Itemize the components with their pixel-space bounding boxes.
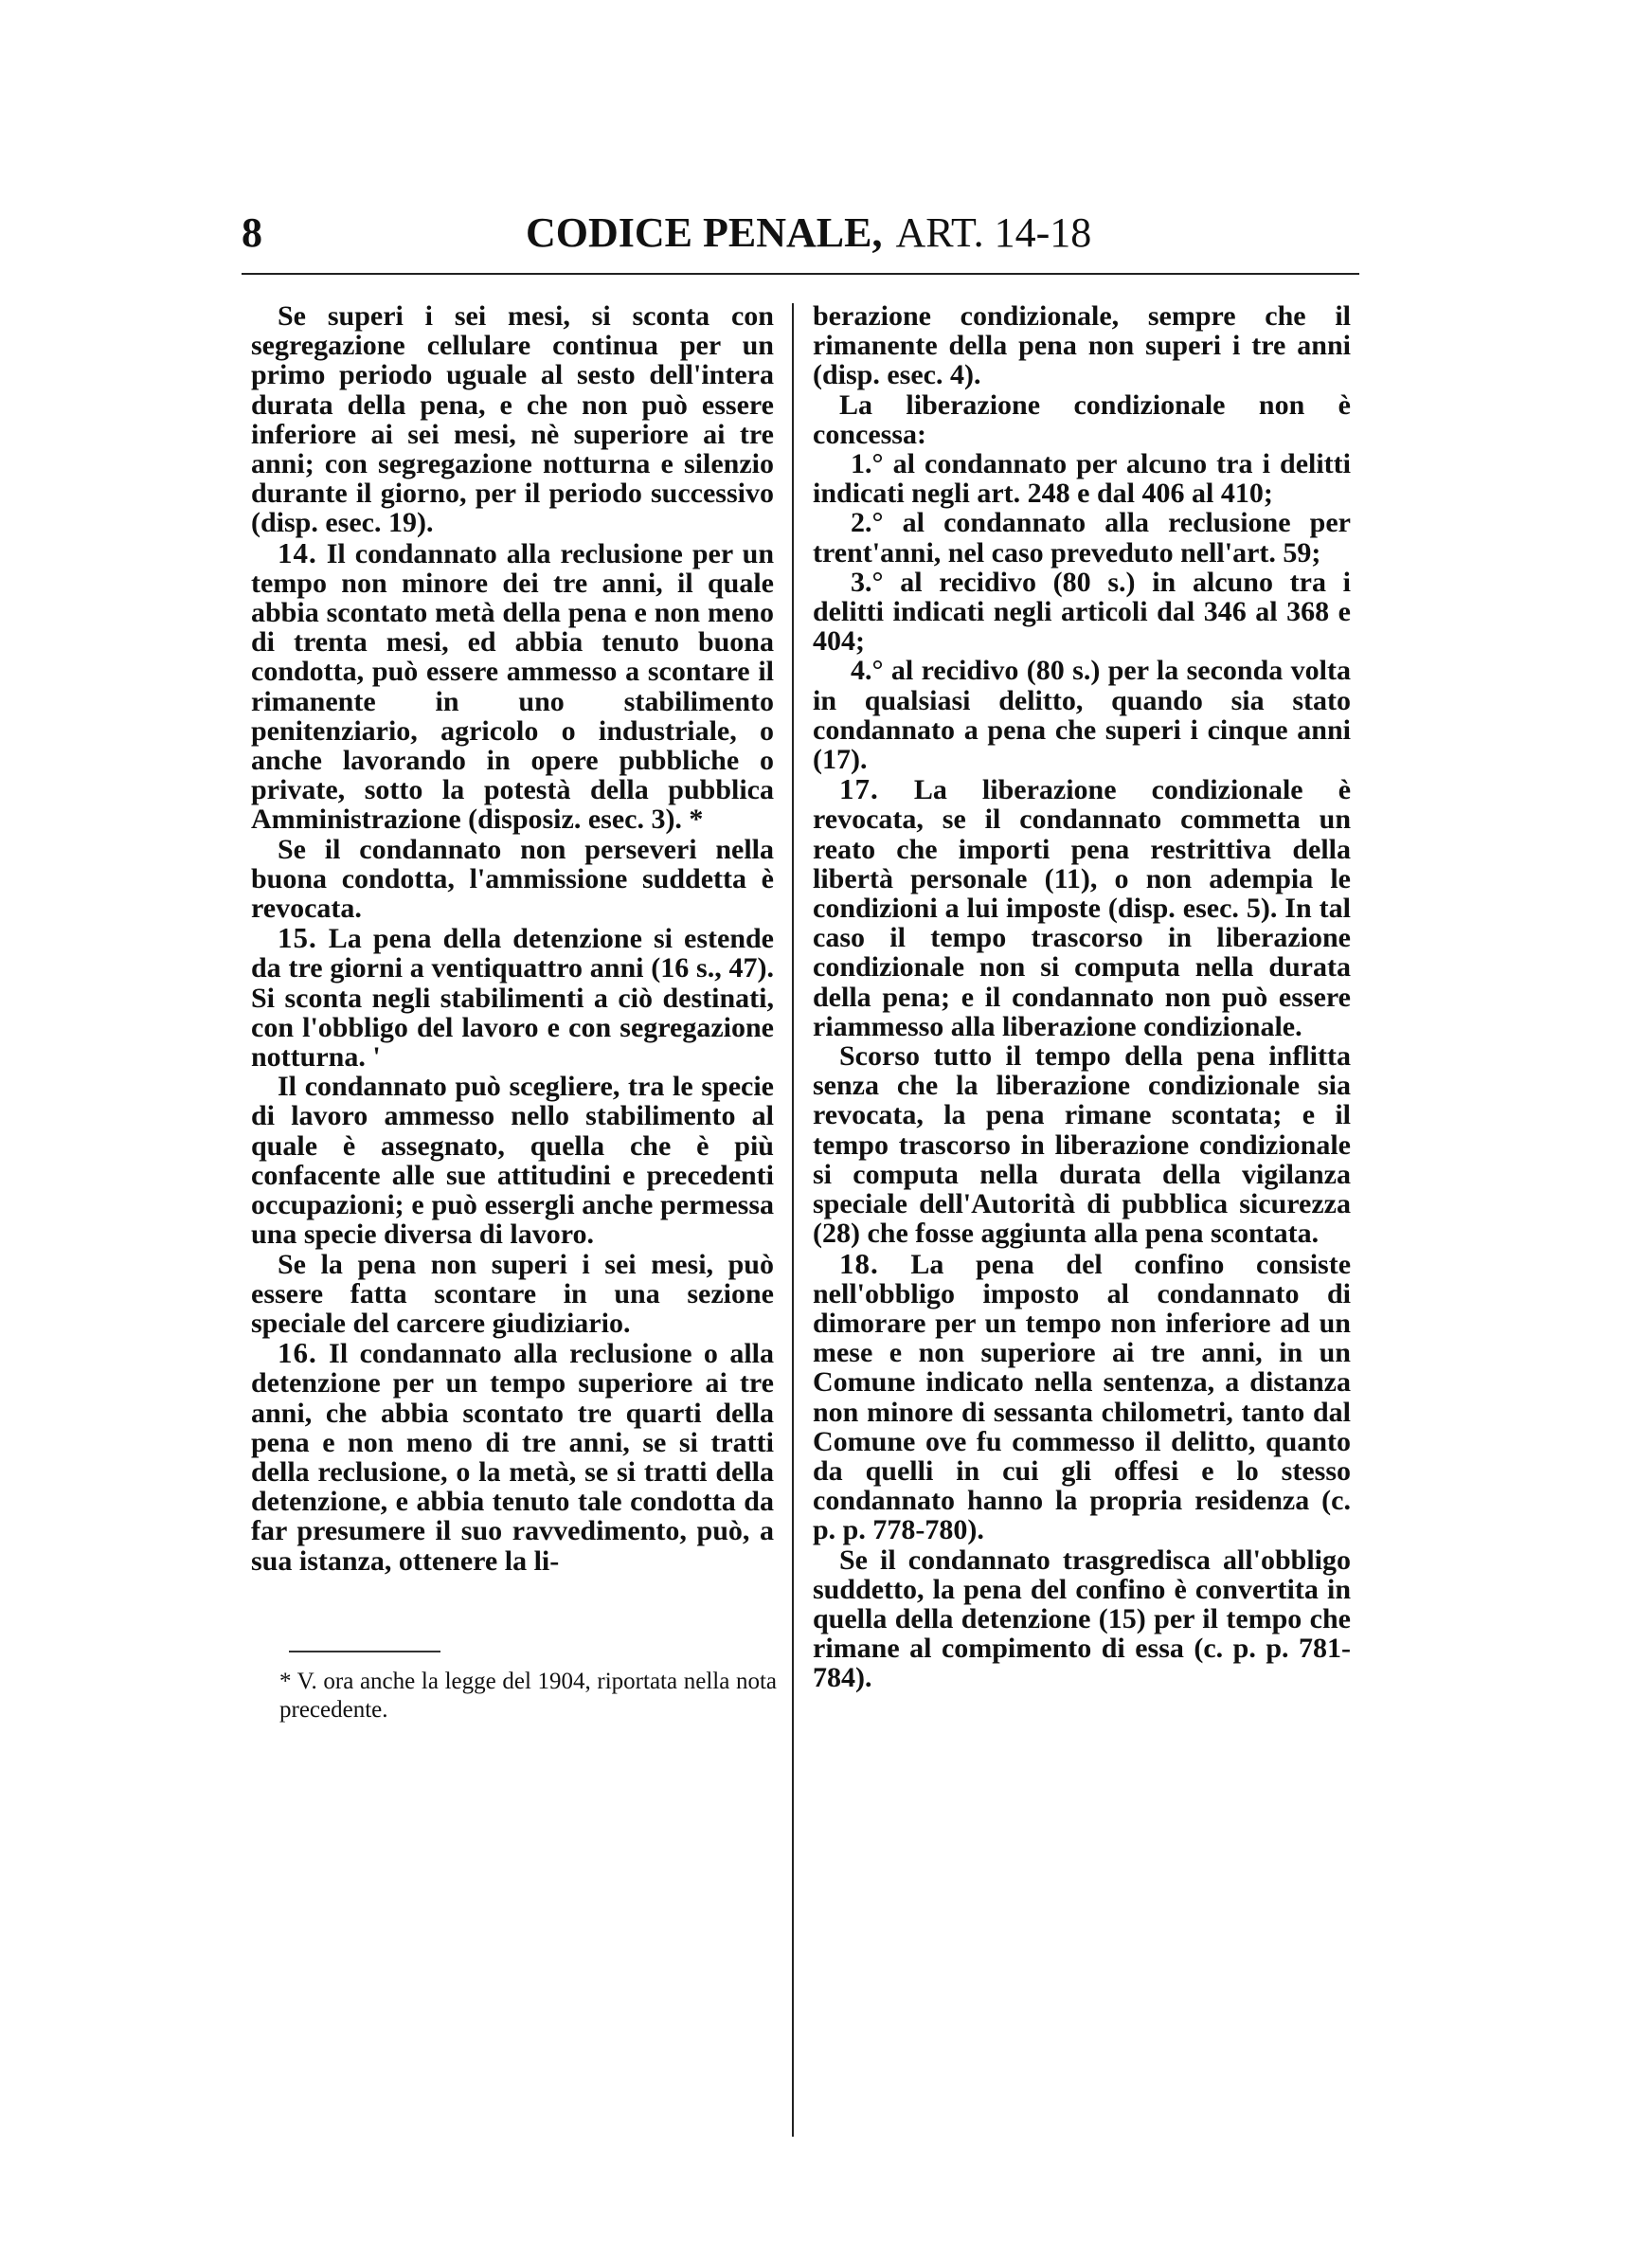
paragraph: Se il condannato trasgredisca all'obbligo suddetto, la pena del confino è convertita in quella della detenzione (15) per il tempo che rimane al compimento di essa (c. p. p. 781-784).: [813, 1544, 1351, 1694]
paragraph: Se superi i sei mesi, si sconta con segregazione cellulare continua per un primo periodo uguale al sesto dell'intera durata della pena, e che non può essere inferiore ai sei mesi, nè superiore ai tre anni; con segregazione notturna e silenzio durante il giorno, per il periodo successivo (disp. esec. 19).: [251, 300, 774, 539]
code-title: CODICE PENALE,: [526, 209, 883, 256]
article-text: Il condannato alla reclusione per un tempo non minore dei tre anni, il quale abbia scontato metà della pena e non meno di trenta mesi, ed abbia tenuto buona condotta, può essere ammesso a scontare il rimanente in uno stabilimento penitenziario, agricolo o industriale, o anche lavorando in opere pubbliche o private, sotto la potestà della pubblica Amministrazione (disposiz. esec. 3). *: [251, 537, 774, 836]
article-text: La pena del confino consiste nell'obbligo imposto al condannato di dimorare per un tempo non inferiore ad un mese e non superiore ai tre anni, in un Comune indicato nella sentenza, a distanza non minore di sessanta chilometri, tanto dal Comune ove fu commesso il delitto, quanto da quelli in cui gli offesi e lo stesso condannato hanno la propria residenza (c. p. p. 778-780).: [813, 1248, 1352, 1546]
article-number: 18.: [839, 1246, 879, 1280]
article-number: 14.: [278, 535, 317, 569]
article-number: 15.: [278, 921, 317, 955]
list-item: 2.° al condannato alla reclusione per trent'anni, nel caso preveduto nell'art. 59;: [813, 507, 1351, 569]
header-rule: [242, 273, 1359, 275]
paragraph: Il condannato può scegliere, tra le specie di lavoro ammesso nello stabilimento al quale è assegnato, quella che è più confacente alle sue attitudini e precedenti occupazioni; e può essergli anche permessa una specie diversa di lavoro.: [251, 1071, 774, 1251]
article-16: [251, 1338, 774, 1576]
article-number: 17.: [839, 772, 879, 806]
paragraph: berazione condizionale, sempre che il rimanente della pena non superi i tre anni (disp. esec. 4).: [813, 300, 1351, 391]
list-item: 1.° al condannato per alcuno tra i delitti indicati negli art. 248 e dal 406 al 410;: [813, 448, 1351, 510]
article-range: ART. 14-18: [895, 209, 1092, 256]
article-17: [813, 774, 1351, 1041]
footnote-rule: [289, 1651, 440, 1652]
article-text: La pena della detenzione si estende da tre giorni a ventiquattro anni (16 s., 47). Si sconta negli stabilimenti a ciò destinati, con l'obbligo del lavoro e con segregazione notturna. ': [251, 923, 775, 1074]
paragraph: La liberazione condizionale non è concessa:: [813, 388, 1351, 450]
article-text: Il condannato alla reclusione o alla detenzione per un tempo superiore ai tre anni, che abbia scontato tre quarti della pena e non meno di tre anni, se si tratti della reclusione, o la metà, se si tratti della detenzione, e abbia tenuto tale condotta da far presumere il suo ravvedimento, può, a sua istanza, ottenere la li-: [251, 1338, 775, 1577]
page-number: 8: [242, 209, 262, 256]
page-header: [242, 208, 1359, 265]
running-title: [526, 208, 1091, 257]
paragraph: Se la pena non superi i sei mesi, può essere fatta scontare in una sezione speciale del carcere giudiziario.: [251, 1248, 774, 1339]
paragraph: Scorso tutto il tempo della pena inflitta senza che la liberazione condizionale sia revocata, la pena rimane scontata; e il tempo trascorso in liberazione condizionale si computa nella durata della vigilanza speciale dell'Autorità di pubblica sicurezza (28) che fosse aggiunta alla pena scontata.: [813, 1040, 1351, 1250]
article-15: [251, 923, 774, 1072]
article-text: La liberazione condizionale è revocata, se il condannato commetta un reato che importi pena restrittiva della libertà personale (11), o non adempia le condizioni a lui imposte (disp. esec. 5). In tal caso il tempo trascorso in liberazione condizionale non si computa nella durata della pena; e il condannato non può essere riammesso alla liberazione condizionale.: [813, 774, 1352, 1042]
article-number: 16.: [278, 1336, 317, 1370]
right-column: [813, 301, 1351, 1693]
column-divider: [792, 303, 794, 2137]
left-column: [251, 301, 774, 1576]
footnote: * V. ora anche la legge del 1904, riportata nella nota precedente.: [279, 1669, 777, 1723]
article-18: [813, 1246, 1352, 1546]
list-item: 3.° al recidivo (80 s.) in alcuno tra i delitti indicati negli articoli dal 346 al 368 e 404;: [813, 566, 1351, 658]
paragraph: Se il condannato non perseveri nella buona condotta, l'ammissione suddetta è revocata.: [251, 833, 774, 925]
list-item: 4.° al recidivo (80 s.) per la seconda volta in qualsiasi delitto, quando sia stato condannato a pena che superi i cinque anni (17).: [813, 655, 1351, 776]
article-14: [251, 535, 774, 836]
